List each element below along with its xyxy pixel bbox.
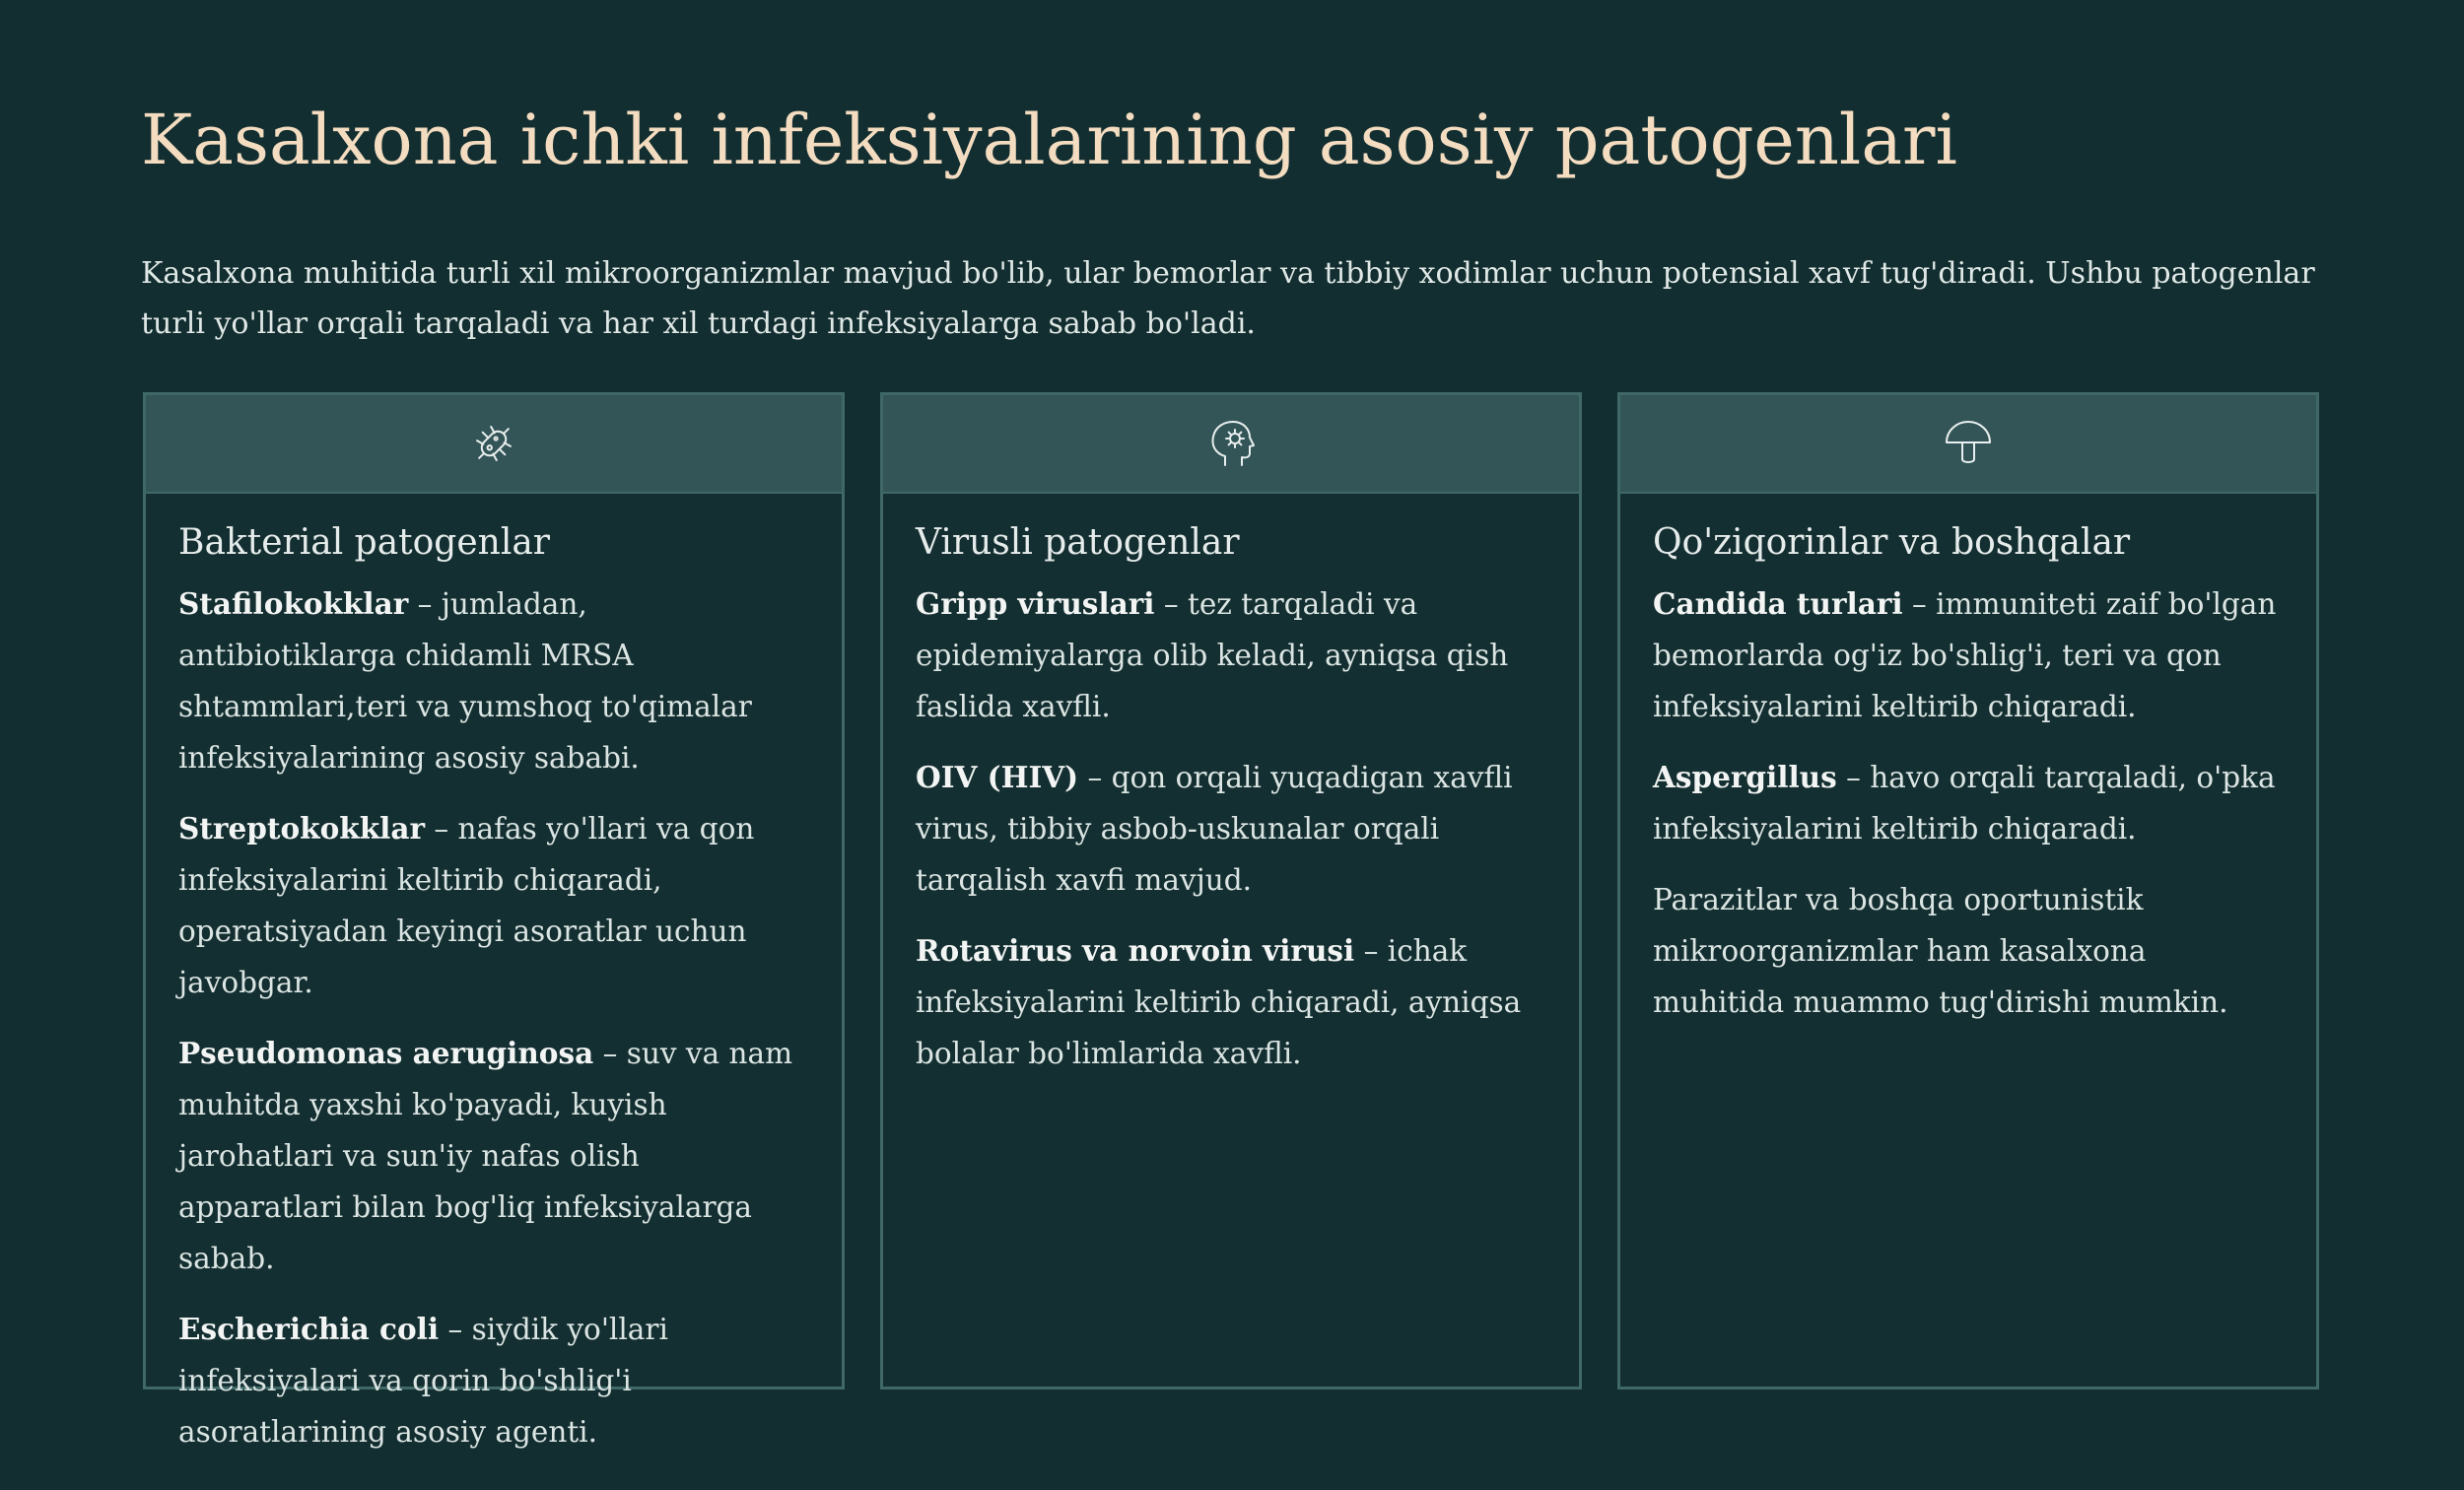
pathogen-item <box>916 752 1546 906</box>
mushroom-icon <box>1941 416 1996 471</box>
pathogen-description: – nafas yo'llari va qon infeksiyalarini keltirib chiqaradi, operatsiyadan keyingi asoratlar uchun javobgar. <box>178 812 755 999</box>
pathogen-item <box>178 578 809 783</box>
bacteria-icon <box>466 416 521 471</box>
pathogen-name: Aspergillus <box>1653 760 1837 794</box>
pathogen-name: Stafilokokklar <box>178 586 409 621</box>
card-header <box>146 395 842 494</box>
head-virus-icon <box>1203 416 1259 471</box>
pathogen-name: Pseudomonas aeruginosa <box>178 1036 594 1070</box>
pathogen-item <box>1653 752 2284 854</box>
card-header <box>1620 395 2316 494</box>
card-title: Bakterial patogenlar <box>178 522 551 563</box>
card-viral <box>880 392 1582 1389</box>
card-title: Virusli patogenlar <box>916 522 1240 563</box>
pathogen-item <box>1653 874 2284 1028</box>
pathogen-name: OIV (HIV) <box>916 760 1079 794</box>
pathogen-description: – ichak infeksiyalarini keltirib chiqaradi, ayniqsa bolalar bo'limlarida xavfli. <box>916 934 1522 1070</box>
pathogen-name: Candida turlari <box>1653 586 1903 621</box>
card-fungal <box>1617 392 2319 1389</box>
page-title: Kasalxona ichki infeksiyalarining asosiy patogenlari <box>141 100 1957 180</box>
pathogen-description: – tez tarqaladi va epidemiyalarga olib keladi, ayniqsa qish faslida xavfli. <box>916 587 1509 723</box>
pathogen-description: – suv va nam muhitda yaxshi ko'payadi, kuyish jarohatlari va sun'iy nafas olish apparatlari bilan bog'liq infeksiyalarga sabab. <box>178 1037 793 1275</box>
pathogen-name: Escherichia coli <box>178 1312 440 1346</box>
pathogen-description: – havo orqali tarqaladi, o'pka infeksiyalarini keltirib chiqaradi. <box>1653 761 2276 846</box>
pathogen-name: Gripp viruslari <box>916 586 1155 621</box>
pathogen-item <box>178 1304 809 1457</box>
pathogen-description: – siydik yo'llari infeksiyalari va qorin bo'shlig'i asoratlarining asosiy agenti. <box>178 1313 668 1449</box>
pathogen-item <box>916 925 1546 1079</box>
pathogen-name: Streptokokklar <box>178 811 426 846</box>
pathogen-item <box>178 803 809 1008</box>
pathogen-description: Parazitlar va boshqa oportunistik mikroorganizmlar ham kasalxona muhitida muammo tug'dirishi mumkin. <box>1653 883 2228 1019</box>
pathogen-description: – qon orqali yuqadigan xavfli virus, tibbiy asbob-uskunalar orqali tarqalish xavfi mavjud. <box>916 761 1513 897</box>
pathogen-name: Rotavirus va norvoin virusi <box>916 933 1355 968</box>
pathogen-item <box>1653 578 2284 732</box>
pathogen-item <box>178 1028 809 1284</box>
pathogen-description: – jumladan, antibiotiklarga chidamli MRSA shtammlari,teri va yumshoq to'qimalar infeksiyalarining asosiy sababi. <box>178 587 752 775</box>
card-title: Qo'ziqorinlar va boshqalar <box>1653 522 2131 563</box>
card-header <box>883 395 1579 494</box>
card-bacterial <box>143 392 845 1449</box>
intro-paragraph: Kasalxona muhitida turli xil mikroorganizmlar mavjud bo'lib, ular bemorlar va tibbiy xodimlar uchun potensial xavf tug'diradi. Ushbu patogenlar turli yo'llar orqali tarqaladi va har xil turdagi infeksiyalarga sabab bo'ladi. <box>141 256 2315 341</box>
pathogen-description: – immuniteti zaif bo'lgan bemorlarda og'iz bo'shlig'i, teri va qon infeksiyalarini keltirib chiqaradi. <box>1653 587 2277 723</box>
pathogen-item <box>916 578 1546 732</box>
